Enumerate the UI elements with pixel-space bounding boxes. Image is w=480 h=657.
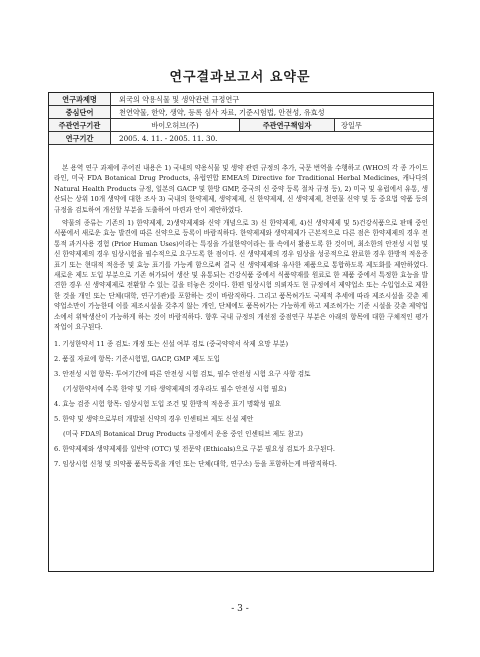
period-value: 2005. 4. 11. - 2005. 11. 30. (119, 134, 218, 143)
summary-frame (48, 92, 434, 572)
summary-paragraph-1: 본 용역 연구 과제에 주어진 내용은 1) 국내의 약용식물 및 생약 관련 규정의 추가, 국문 번역을 수행하고 (WHO의 각 종 가이드라인, 미국 FDA Botanical Drug Products, 유럽연합 EMEA의 Directive for Traditional Herbal Medicines, 캐나다의 Natural Health Products 규정, 일본의 GACP 및 한방 GMP, 중국의 신 중약 등록 절차 규정 등), 2) 미국 및 유럽에서 유통, 생산되는 상위 10개 생약에 대한 조사 3) 국내의 한약제제, 생약제제, 신 한약제제, 신 생약제제, 천연물 신약 및 등 중요법 약품 등의 규정을 검토하여 개선할 부분을 도출하여 마련과 안이 제안하였다. (54, 164, 428, 214)
recommendation-list (54, 339, 428, 469)
list-item: 4. 효능 검증 시험 항목: 임상시험 도입 조건 및 한방적 적응증 표기 명확성 필요 (54, 399, 281, 408)
keywords-value: 천연약물, 한약, 생약, 등록 심사 자료, 기준시험법, 안전성, 유효성 (119, 108, 325, 117)
list-item: 5. 한약 및 생약으로부터 개발된 신약의 경우 인센티브 제도 신설 제안 (54, 414, 254, 423)
period-row (49, 132, 433, 145)
period-label: 연구기간 (49, 132, 111, 144)
org-label: 주관연구기관 (49, 119, 111, 131)
project-label: 연구과제명 (49, 93, 111, 105)
list-item-note: (미국 FDA의 Botanical Drug Products 규정에서 운용 중인 인센티브 제도 참고) (63, 429, 303, 438)
lead-label: 주관연구책임자 (239, 119, 335, 131)
list-item: 2. 품질 자료에 항목: 기준시험법, GACP, GMP 제도 도입 (54, 354, 221, 363)
lead-value: 장일무 (341, 121, 362, 130)
list-item: 1. 기성한약서 11 종 검토: 개정 또는 신설 여부 검토 (중국약약서 삭제 요망 부분) (54, 339, 289, 348)
list-item: 6. 한약제제와 생약제제를 일반약 (OTC) 및 전문약 (Ethicals)으로 구분 필요성 검토가 요구된다. (54, 444, 335, 453)
project-value: 외국의 약용식물 및 생약관련 규정연구 (119, 95, 240, 104)
keywords-label: 중심단어 (49, 106, 111, 118)
list-item-note: (기성한약서에 수록 한약 및 기타 생약제제의 경우라도 필수 안전성 시험 필요) (63, 384, 287, 393)
project-row (49, 93, 433, 106)
org-value: 바이오허브(주) (151, 121, 199, 130)
list-item: 3. 안전성 시험 항목: 투여기간에 따른 안전성 시험 검토, 필수 안전성 시험 요구 사항 검토 (54, 369, 311, 378)
keywords-row (49, 106, 433, 119)
org-row (49, 119, 433, 132)
page-number: - 3 - (231, 604, 249, 614)
summary-body (54, 163, 428, 474)
list-item: 7. 임상시험 신청 및 의약품 품목등록을 개인 또는 단체(대학, 연구소) 등을 포함하는게 바람직하다. (54, 459, 337, 468)
page-title: 연구결과보고서 요약문 (169, 70, 311, 85)
summary-paragraph-2: 약물의 종류는 기존의 1) 한약제제, 2)생약제제와 신약 개념으로 3) 신 한약제제, 4)신 생약제제 및 5)건강식품으로 판매 중인 식품에서 새로운 효능 발견에 따른 신약으로 등록이 바람직하다. 한약제제와 생약제제가 근본적으로 다른 점은 한약제제의 경우 전통적 과거사용 경험 (Prior Human Uses)이라는 특징을 가설한약이라는 틀 속에서 활용도록 한 것이며, 최소한의 안전성 시험 및 신 한약제제의 경우 임상시험을 필수적으로 요구도록 한 점이다. 신 생약제제의 경우 임상을 성공적으로 완료한 경우 한방적 적응증 표기 또는 현대적 적응증 및 효능 표기를 가능케 함으로써 결국 신 생약제제와 유사한 제품으로 통합하도록 제도화를 제안하였다. 새로운 제도 도입 부분으로 기존 허가되어 생산 및 유통되는 건강식품 중에서 식품약재를 원료로 한 제품 중에서 특정한 효능을 발견한 경우 신 생약제제로 전환할 수 있는 길을 터놓은 것이다. 한편 임상시험 의뢰자도 현 규정에서 제약업소 또는 수입업소로 제한한 것을 개인 또는 단체(대학, 연구기관)를 포함하는 것이 바람직하다. 그리고 품목허가도 국제적 추세에 따라 제조시설을 갖춘 제약업소만이 가능한데 이를 제조시설을 갖추지 않는 개인, 단체에도 품목허가는 가능하게 하고 제조허가는 기준 시설을 갖춘 제약업소에서 위탁생산이 가능하게 하는 것이 바람직하다. 향후 국내 규정의 개선점 중점연구 부분은 아래의 항목에 대한 구체적인 평가 작업이 요구된다. (54, 219, 428, 332)
